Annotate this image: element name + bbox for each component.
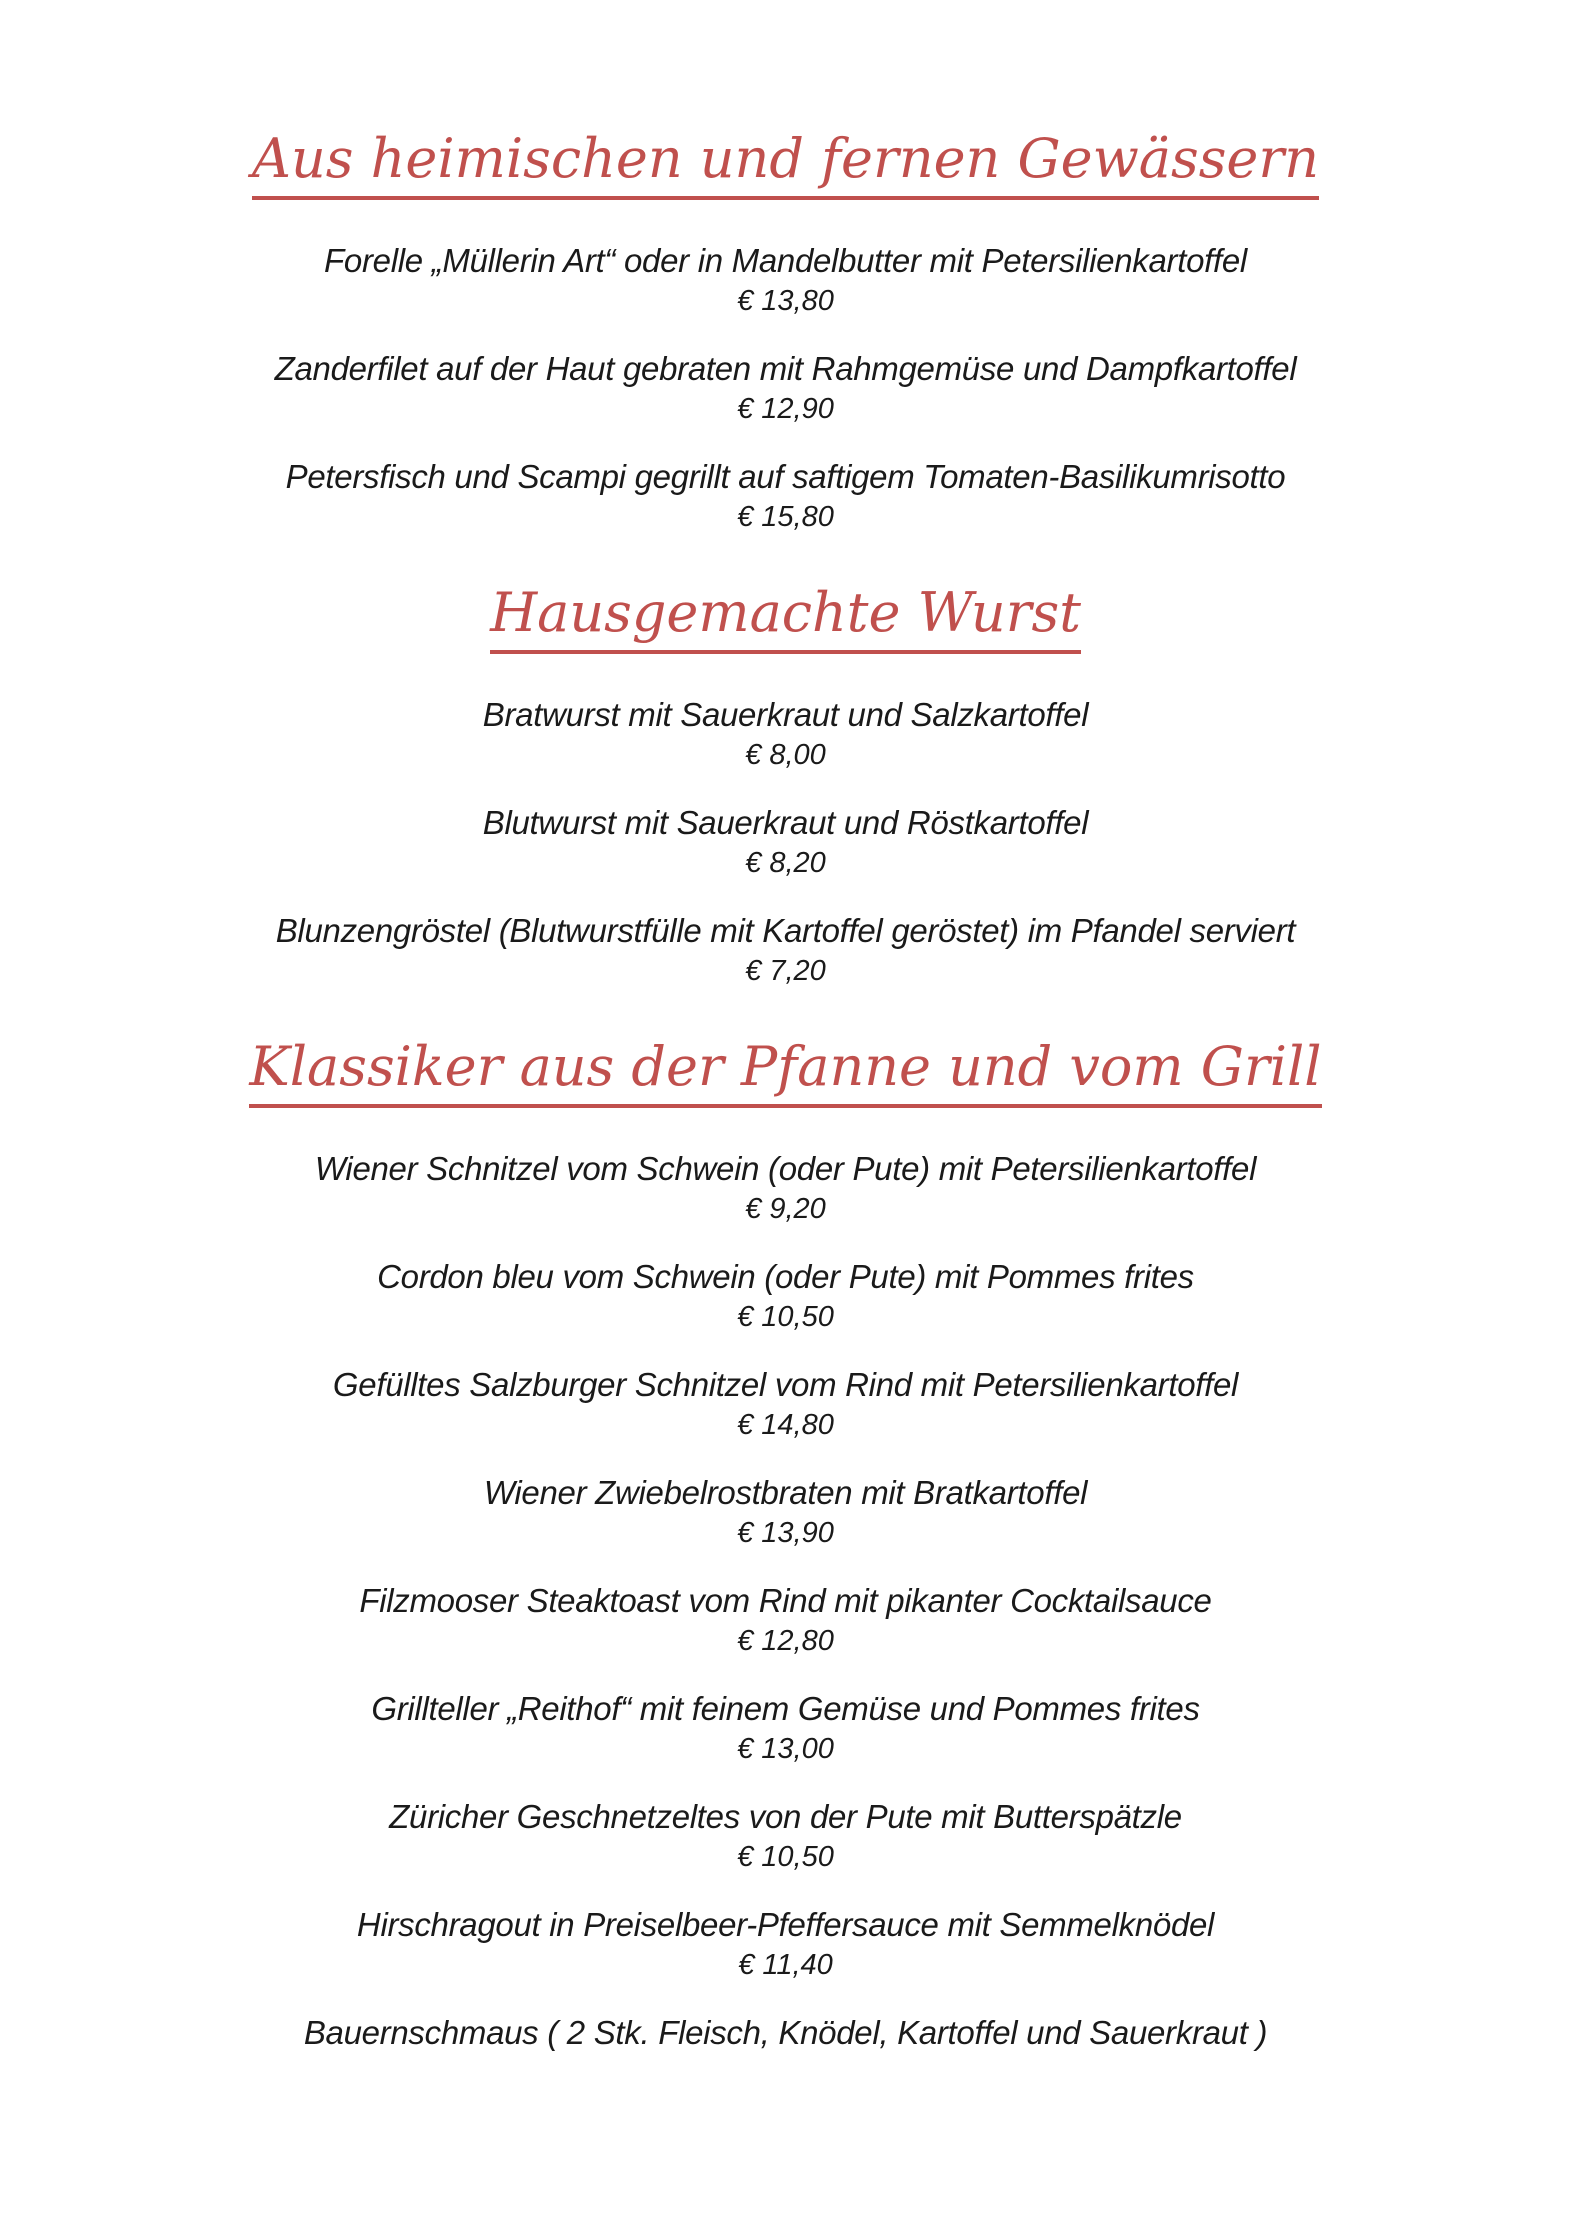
menu-item <box>90 348 1481 428</box>
item-price: € 8,20 <box>745 847 826 880</box>
item-price: € 9,20 <box>745 1193 826 1226</box>
item-name: Filzmooser Steaktoast vom Rind mit pikanter Cocktailsauce <box>359 1582 1212 1620</box>
item-price: € 10,50 <box>737 1841 834 1874</box>
menu-item <box>90 1364 1481 1444</box>
item-name: Wiener Schnitzel vom Schwein (oder Pute) mit Petersilienkartoffel <box>314 1150 1257 1188</box>
menu-item <box>90 456 1481 536</box>
item-name: Petersfisch und Scampi gegrillt auf saftigem Tomaten-Basilikumrisotto <box>285 458 1286 496</box>
item-name: Grillteller „Reithof“ mit feinem Gemüse und Pommes frites <box>371 1690 1200 1728</box>
menu-item <box>90 1148 1481 1228</box>
menu-section <box>90 582 1481 990</box>
item-name: Cordon bleu vom Schwein (oder Pute) mit Pommes frites <box>377 1258 1194 1296</box>
item-name: Wiener Zwiebelrostbraten mit Bratkartoffel <box>483 1474 1088 1512</box>
menu-item <box>90 802 1481 882</box>
menu-item <box>90 1256 1481 1336</box>
item-price: € 13,90 <box>737 1517 834 1550</box>
item-name: Bauernschmaus ( 2 Stk. Fleisch, Knödel, Kartoffel und Sauerkraut ) <box>303 2014 1268 2052</box>
section-title-text: Klassiker aus der Pfanne und vom Grill <box>249 1036 1321 1108</box>
section-title-text: Aus heimischen und fernen Gewässern <box>252 128 1319 200</box>
item-name: Zanderfilet auf der Haut gebraten mit Rahmgemüse und Dampfkartoffel <box>274 350 1297 388</box>
menu-section <box>90 1036 1481 2054</box>
item-price: € 13,00 <box>737 1733 834 1766</box>
item-name: Blutwurst mit Sauerkraut und Röstkartoffel <box>482 804 1089 842</box>
item-price: € 14,80 <box>737 1409 834 1442</box>
section-title <box>90 128 1481 200</box>
menu-item <box>90 1580 1481 1660</box>
menu-sections <box>90 128 1481 2054</box>
item-price: € 7,20 <box>745 955 826 988</box>
menu-item <box>90 910 1481 990</box>
menu-item <box>90 240 1481 320</box>
section-title <box>90 1036 1481 1108</box>
item-name: Hirschragout in Preiselbeer-Pfeffersauce mit Semmelknödel <box>356 1906 1215 1944</box>
item-name: Forelle „Müllerin Art“ oder in Mandelbutter mit Petersilienkartoffel <box>324 242 1247 280</box>
item-price: € 12,90 <box>737 393 834 426</box>
menu-item <box>90 694 1481 774</box>
item-name: Blunzengröstel (Blutwurstfülle mit Kartoffel geröstet) im Pfandel serviert <box>275 912 1296 950</box>
item-price: € 12,80 <box>737 1625 834 1658</box>
item-price: € 13,80 <box>737 285 834 318</box>
menu-section <box>90 128 1481 536</box>
item-name: Gefülltes Salzburger Schnitzel vom Rind mit Petersilienkartoffel <box>332 1366 1239 1404</box>
menu-item <box>90 2012 1481 2054</box>
section-title-text: Hausgemachte Wurst <box>490 582 1081 654</box>
item-price: € 15,80 <box>737 501 834 534</box>
menu-item <box>90 1472 1481 1552</box>
item-name: Bratwurst mit Sauerkraut und Salzkartoffel <box>482 696 1089 734</box>
item-name: Züricher Geschnetzeltes von der Pute mit Butterspätzle <box>389 1798 1182 1836</box>
item-price: € 10,50 <box>737 1301 834 1334</box>
item-price: € 8,00 <box>745 739 826 772</box>
menu-item <box>90 1688 1481 1768</box>
section-title <box>90 582 1481 654</box>
menu-item <box>90 1904 1481 1984</box>
item-price: € 11,40 <box>738 1949 833 1982</box>
menu-item <box>90 1796 1481 1876</box>
